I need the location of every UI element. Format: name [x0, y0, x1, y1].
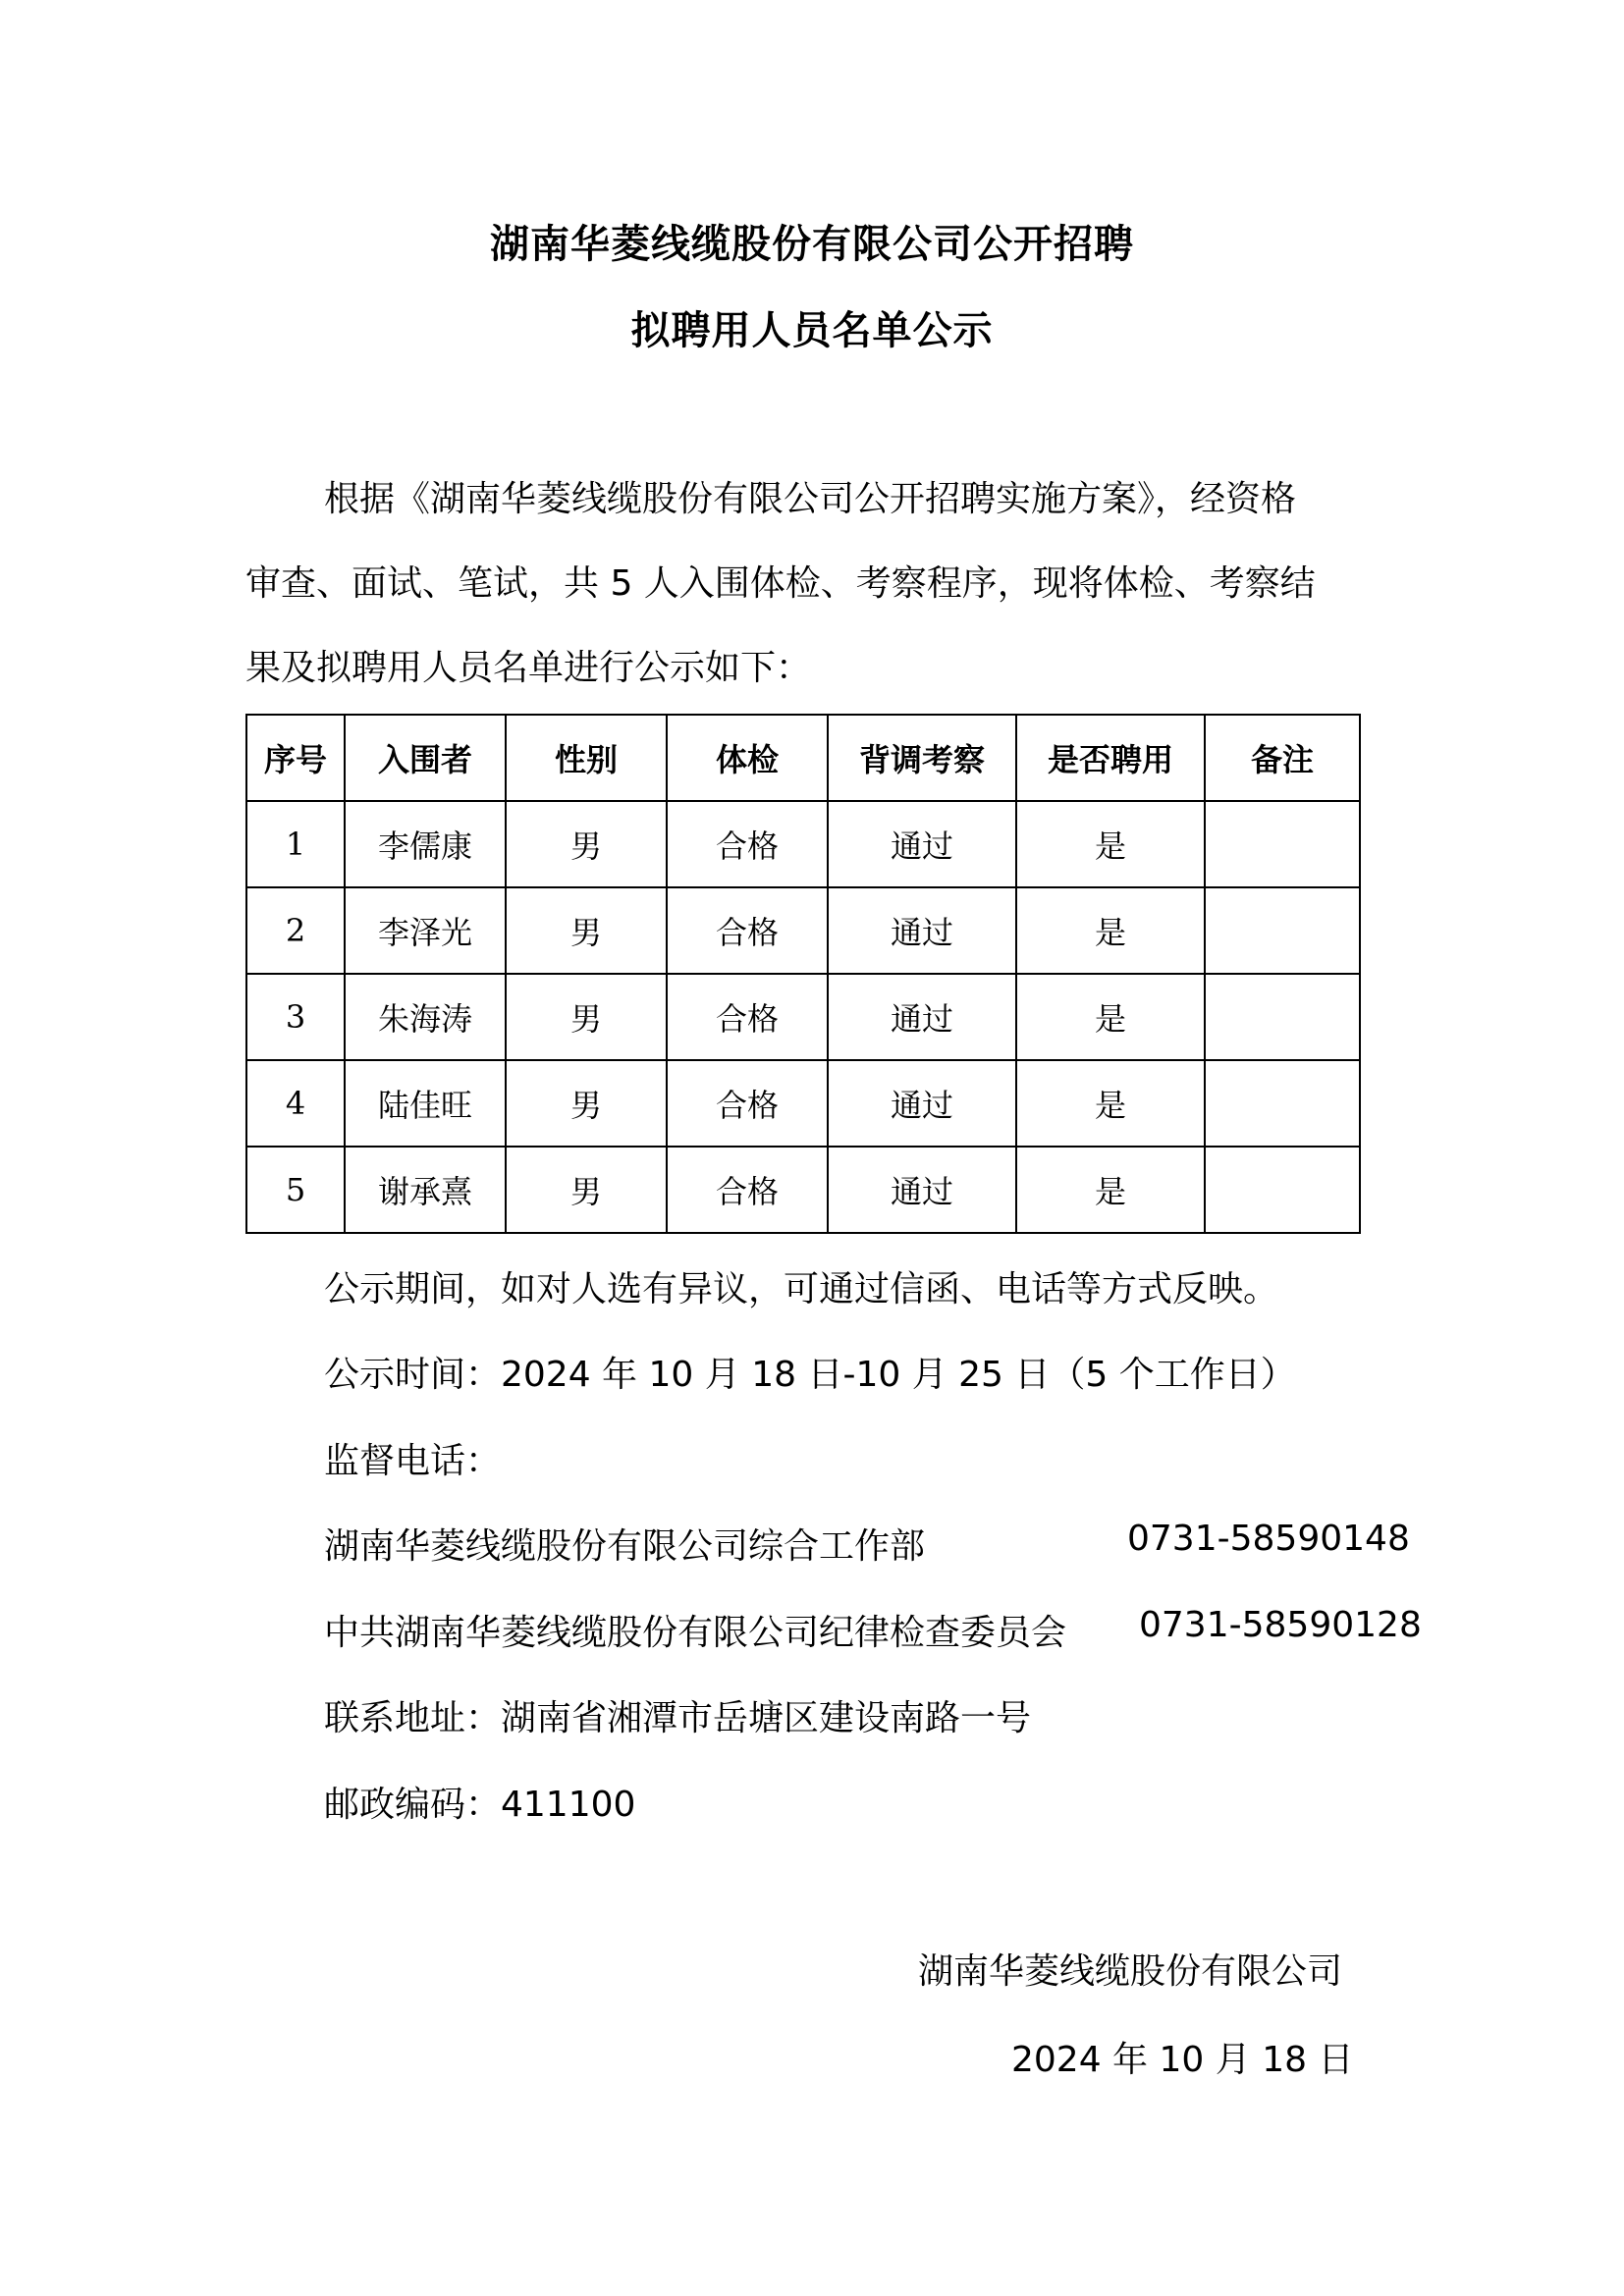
cell-name: 陆佳旺 — [345, 1060, 506, 1147]
header-check: 背调考察 — [828, 715, 1016, 801]
cell-no: 2 — [246, 887, 345, 974]
header-exam: 体检 — [667, 715, 828, 801]
table-row — [246, 1060, 1360, 1147]
cell-gender: 男 — [506, 974, 667, 1060]
cell-exam: 合格 — [667, 1147, 828, 1233]
cell-hired: 是 — [1016, 1060, 1205, 1147]
signature-date: 2024 年 10 月 18 日 — [1011, 2040, 1354, 2080]
cell-exam: 合格 — [667, 1060, 828, 1147]
table-row — [246, 1147, 1360, 1233]
cell-note — [1205, 1060, 1360, 1147]
cell-name: 李儒康 — [345, 801, 506, 887]
intro-line-1: 根据《湖南华菱线缆股份有限公司公开招聘实施方案》，经资格 — [324, 479, 1297, 519]
cell-gender: 男 — [506, 1147, 667, 1233]
cell-note — [1205, 801, 1360, 887]
cell-name: 朱海涛 — [345, 974, 506, 1060]
header-hired: 是否聘用 — [1016, 715, 1205, 801]
cell-gender: 男 — [506, 801, 667, 887]
table-header-row — [246, 715, 1360, 801]
intro-line-2: 审查、面试、笔试，共 5 人入围体检、考察程序，现将体检、考察结 — [245, 563, 1316, 604]
signature-organization: 湖南华菱线缆股份有限公司 — [918, 1951, 1343, 1992]
header-note: 备注 — [1205, 715, 1360, 801]
contact-2-name: 中共湖南华菱线缆股份有限公司纪律检查委员会 — [324, 1613, 1067, 1653]
cell-hired: 是 — [1016, 887, 1205, 974]
cell-name: 李泽光 — [345, 887, 506, 974]
candidate-table — [245, 714, 1361, 1234]
cell-no: 1 — [246, 801, 345, 887]
contact-2-phone: 0731-58590128 — [1139, 1605, 1422, 1645]
cell-note — [1205, 1147, 1360, 1233]
objection-notice: 公示期间，如对人选有异议，可通过信函、电话等方式反映。 — [324, 1269, 1279, 1309]
page-title: 湖南华菱线缆股份有限公司公开招聘 — [490, 222, 1134, 267]
intro-paragraph — [245, 457, 1384, 711]
notice-period: 公示时间：2024 年 10 月 18 日-10 月 25 日（5 个工作日） — [324, 1355, 1296, 1395]
cell-exam: 合格 — [667, 801, 828, 887]
cell-exam: 合格 — [667, 887, 828, 974]
cell-hired: 是 — [1016, 974, 1205, 1060]
table-row — [246, 974, 1360, 1060]
cell-no: 4 — [246, 1060, 345, 1147]
table-row — [246, 887, 1360, 974]
postal-code: 邮政编码：411100 — [324, 1785, 636, 1825]
page-subtitle: 拟聘用人员名单公示 — [630, 308, 994, 353]
header-gender: 性别 — [506, 715, 667, 801]
cell-check: 通过 — [828, 1060, 1016, 1147]
cell-name: 谢承熹 — [345, 1147, 506, 1233]
cell-hired: 是 — [1016, 1147, 1205, 1233]
contact-1-phone: 0731-58590148 — [1127, 1519, 1410, 1559]
cell-gender: 男 — [506, 1060, 667, 1147]
table-row — [246, 801, 1360, 887]
cell-check: 通过 — [828, 801, 1016, 887]
header-name: 入围者 — [345, 715, 506, 801]
contact-1-name: 湖南华菱线缆股份有限公司综合工作部 — [324, 1526, 926, 1567]
contact-address: 联系地址：湖南省湘潭市岳塘区建设南路一号 — [324, 1698, 1032, 1738]
cell-hired: 是 — [1016, 801, 1205, 887]
cell-note — [1205, 974, 1360, 1060]
cell-check: 通过 — [828, 974, 1016, 1060]
cell-exam: 合格 — [667, 974, 828, 1060]
cell-note — [1205, 887, 1360, 974]
intro-line-3: 果及拟聘用人员名单进行公示如下： — [245, 648, 812, 688]
cell-check: 通过 — [828, 887, 1016, 974]
header-no: 序号 — [246, 715, 345, 801]
supervision-label: 监督电话： — [324, 1441, 502, 1481]
cell-check: 通过 — [828, 1147, 1016, 1233]
cell-no: 5 — [246, 1147, 345, 1233]
cell-no: 3 — [246, 974, 345, 1060]
cell-gender: 男 — [506, 887, 667, 974]
